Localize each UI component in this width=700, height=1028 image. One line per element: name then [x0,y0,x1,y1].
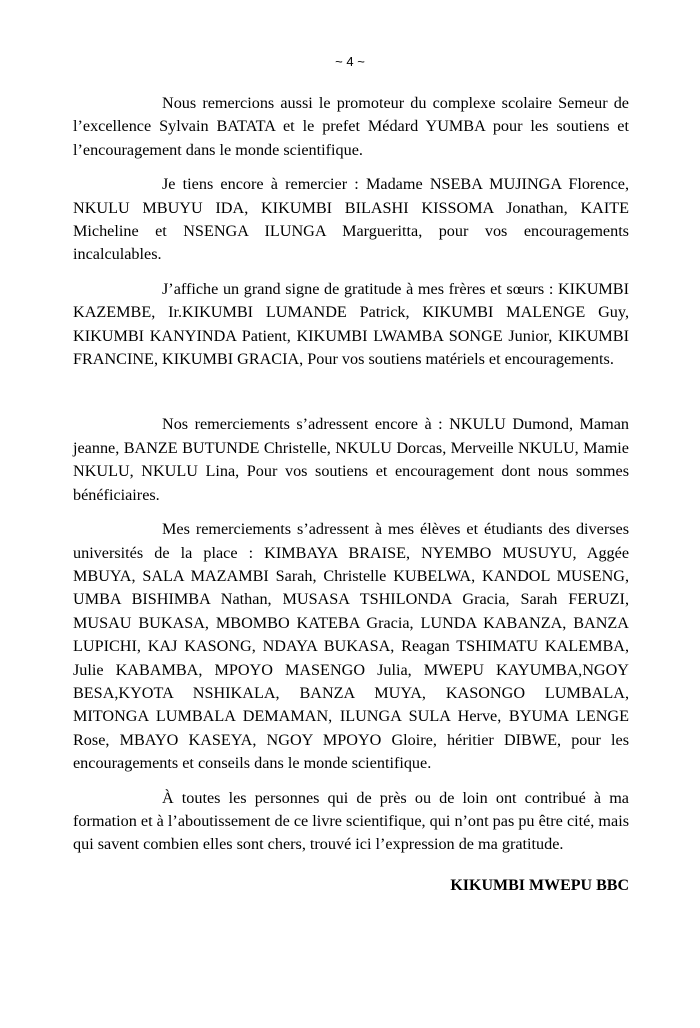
author-signature: KIKUMBI MWEPU BBC [450,877,629,894]
paragraph-students-thanks: Mes remerciements s’adressent à mes élèves et étudiants des diverses universités de la place : KIMBAYA BRAISE, NYEMBO MUSUYU, Aggée MBUYA, SALA MAZAMBI Sarah, Christelle KUBELWA, KANDOL MUSENG, UMBA BISHIMBA Nathan, MUSASA TSHILONDA Gracia, Sarah FERUZI, MUSAU BUKASA, MBOMBO KATEBA Gracia, LUNDA KABANZA, BANZA LUPICHI, KAJ KASONG, NDAYA BUKASA, Reagan TSHIMATU KALEMBA, Julie KABAMBA, MPOYO MASENGO Julia, MWEPU KAYUMBA,NGOY BESA,KYOTA NSHIKALA, BANZA MUYA, KASONGO LUMBALA, MITONGA LUMBALA DEMAMAN, ILUNGA SULA Herve, BYUMA LENGE Rose, MBAYO KASEYA, NGOY MPOYO Gloire, héritier DIBWE, pour les encouragements et conseils dans le monde scientifique. [73,520,629,773]
page-number: ~ 4 ~ [335,54,365,69]
paragraph-promoter-thanks: Nous remercions aussi le promoteur du complexe scolaire Semeur de l’excellence Sylvain BATATA et le prefet Médard YUMBA pour les soutiens et l’encouragement dans le monde scientifique. [73,94,629,159]
acknowledgements-body [73,92,629,868]
paragraph-siblings-thanks: J’affiche un grand signe de gratitude à mes frères et sœurs : KIKUMBI KAZEMBE, Ir.KIKUMBI LUMANDE Patrick, KIKUMBI MALENGE Guy, KIKUMBI KANYINDA Patient, KIKUMBI LWAMBA SONGE Junior, KIKUMBI FRANCINE, KIKUMBI GRACIA, Pour vos soutiens matériels et encouragements. [73,279,629,369]
paragraph-family-thanks: Nos remerciements s’adressent encore à : NKULU Dumond, Maman jeanne, BANZE BUTUNDE Christelle, NKULU Dorcas, Merveille NKULU, Mamie NKULU, NKULU Lina, Pour vos soutiens et encouragement dont nous sommes bénéficiaires. [73,415,629,504]
paragraph-madame-thanks: Je tiens encore à remercier : Madame NSEBA MUJINGA Florence, NKULU MBUYU IDA, KIKUMBI BILASHI KISSOMA Jonathan, KAITE Micheline et NSENGA ILUNGA Margueritta, pour vos encouragements incalculables. [73,175,629,264]
paragraph-general-thanks: À toutes les personnes qui de près ou de loin ont contribué à ma formation et à l’aboutissement de ce livre scientifique, qui n’ont pas pu être cité, mais qui savent combien elles sont chers, trouvé ici l’expression de ma gratitude. [73,788,629,854]
